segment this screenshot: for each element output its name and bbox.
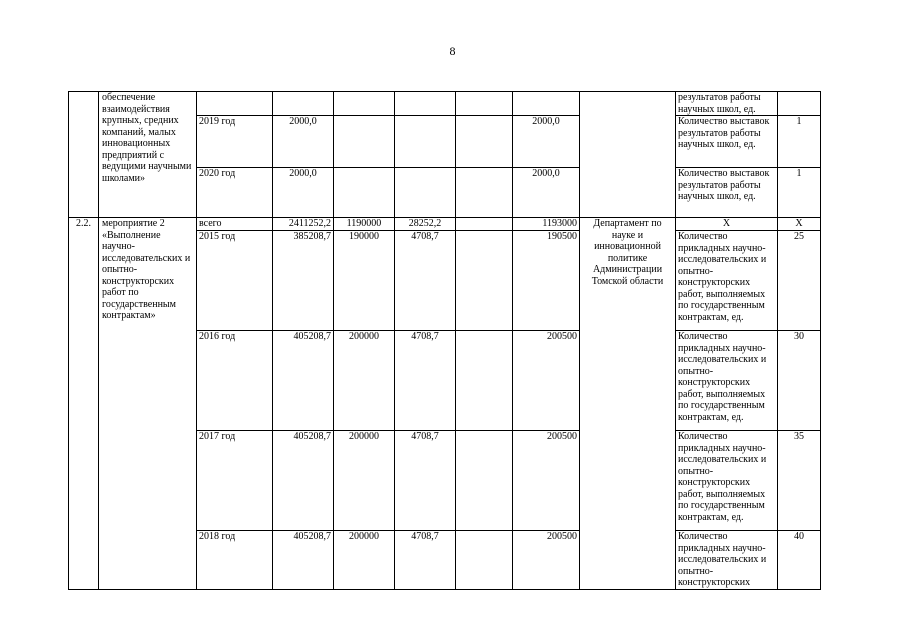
activity-name: мероприятие 2 «Выполнение научно-исследовательских и опытно-конструкторских работ по государственным контрактам» [102, 218, 191, 321]
extra-cell: 200500 [513, 531, 580, 590]
total-cell: 405208,7 [273, 531, 334, 590]
activity-name: обеспечение взаимодействия крупных, средних компаний, малых инновационных предприятий с ведущими научными школами» [102, 92, 192, 184]
extra-cell: 1193000 [513, 218, 580, 231]
indicator-cell: результатов работы научных школ, ед. [676, 92, 778, 116]
target-cell: 25 [778, 231, 821, 331]
extra-cell: 200500 [513, 431, 580, 531]
page-number: 8 [449, 44, 456, 58]
target-cell: 1 [778, 116, 821, 168]
target-cell: 35 [778, 431, 821, 531]
row-number-cell: 2.2. [69, 218, 99, 590]
total-cell: 2000,0 [273, 116, 334, 168]
total-cell: 2411252,2 [273, 218, 334, 231]
year-cell: 2020 год [197, 168, 273, 218]
total-cell: 405208,7 [273, 331, 334, 431]
federal-cell: 1190000 [334, 218, 395, 231]
amount-cell: 2000,0 [513, 168, 580, 218]
federal-cell: 200000 [334, 531, 395, 590]
extra-cell: 200500 [513, 331, 580, 431]
activity-name-cell [99, 92, 197, 218]
year-cell: 2016 год [197, 331, 273, 431]
year-cell: 2015 год [197, 231, 273, 331]
indicator-cell: Х [676, 218, 778, 231]
federal-cell: 190000 [334, 231, 395, 331]
regional-cell: 4708,7 [395, 431, 456, 531]
executor-cell [580, 92, 676, 218]
extra-cell: 190500 [513, 231, 580, 331]
indicator-cell: Количество прикладных научно-исследовательских и опытно-конструкторских [676, 531, 778, 590]
target-cell: Х [778, 218, 821, 231]
table-row [69, 218, 821, 231]
executor-cell [580, 218, 676, 590]
indicator-cell: Количество прикладных научно-исследовательских и опытно-конструкторских работ, выполняемых по государственным контрактам, ед. [676, 431, 778, 531]
table-row [69, 92, 821, 116]
total-cell: 405208,7 [273, 431, 334, 531]
year-cell: 2019 год [197, 116, 273, 168]
federal-cell: 200000 [334, 331, 395, 431]
target-cell: 40 [778, 531, 821, 590]
total-cell: 2000,0 [273, 168, 334, 218]
year-cell: всего [197, 218, 273, 231]
regional-cell: 4708,7 [395, 531, 456, 590]
regional-cell: 4708,7 [395, 231, 456, 331]
target-cell: 1 [778, 168, 821, 218]
regional-cell: 4708,7 [395, 331, 456, 431]
indicator-cell: Количество выставок результатов работы научных школ, ед. [676, 116, 778, 168]
year-cell: 2017 год [197, 431, 273, 531]
target-cell: 30 [778, 331, 821, 431]
amount-cell: 2000,0 [513, 116, 580, 168]
program-table [68, 91, 821, 590]
indicator-cell: Количество прикладных научно-исследовательских и опытно-конструкторских работ, выполняемых по государственным контрактам, ед. [676, 231, 778, 331]
regional-cell: 28252,2 [395, 218, 456, 231]
indicator-cell: Количество прикладных научно-исследовательских и опытно-конструкторских работ, выполняемых по государственным контрактам, ед. [676, 331, 778, 431]
federal-cell: 200000 [334, 431, 395, 531]
total-cell: 385208,7 [273, 231, 334, 331]
row-number-cell [69, 92, 99, 218]
indicator-cell: Количество выставок результатов работы научных школ, ед. [676, 168, 778, 218]
executor: Департамент по науке и инновационной политике Администрации Томской области [591, 218, 664, 287]
activity-name-cell [99, 218, 197, 590]
year-cell: 2018 год [197, 531, 273, 590]
